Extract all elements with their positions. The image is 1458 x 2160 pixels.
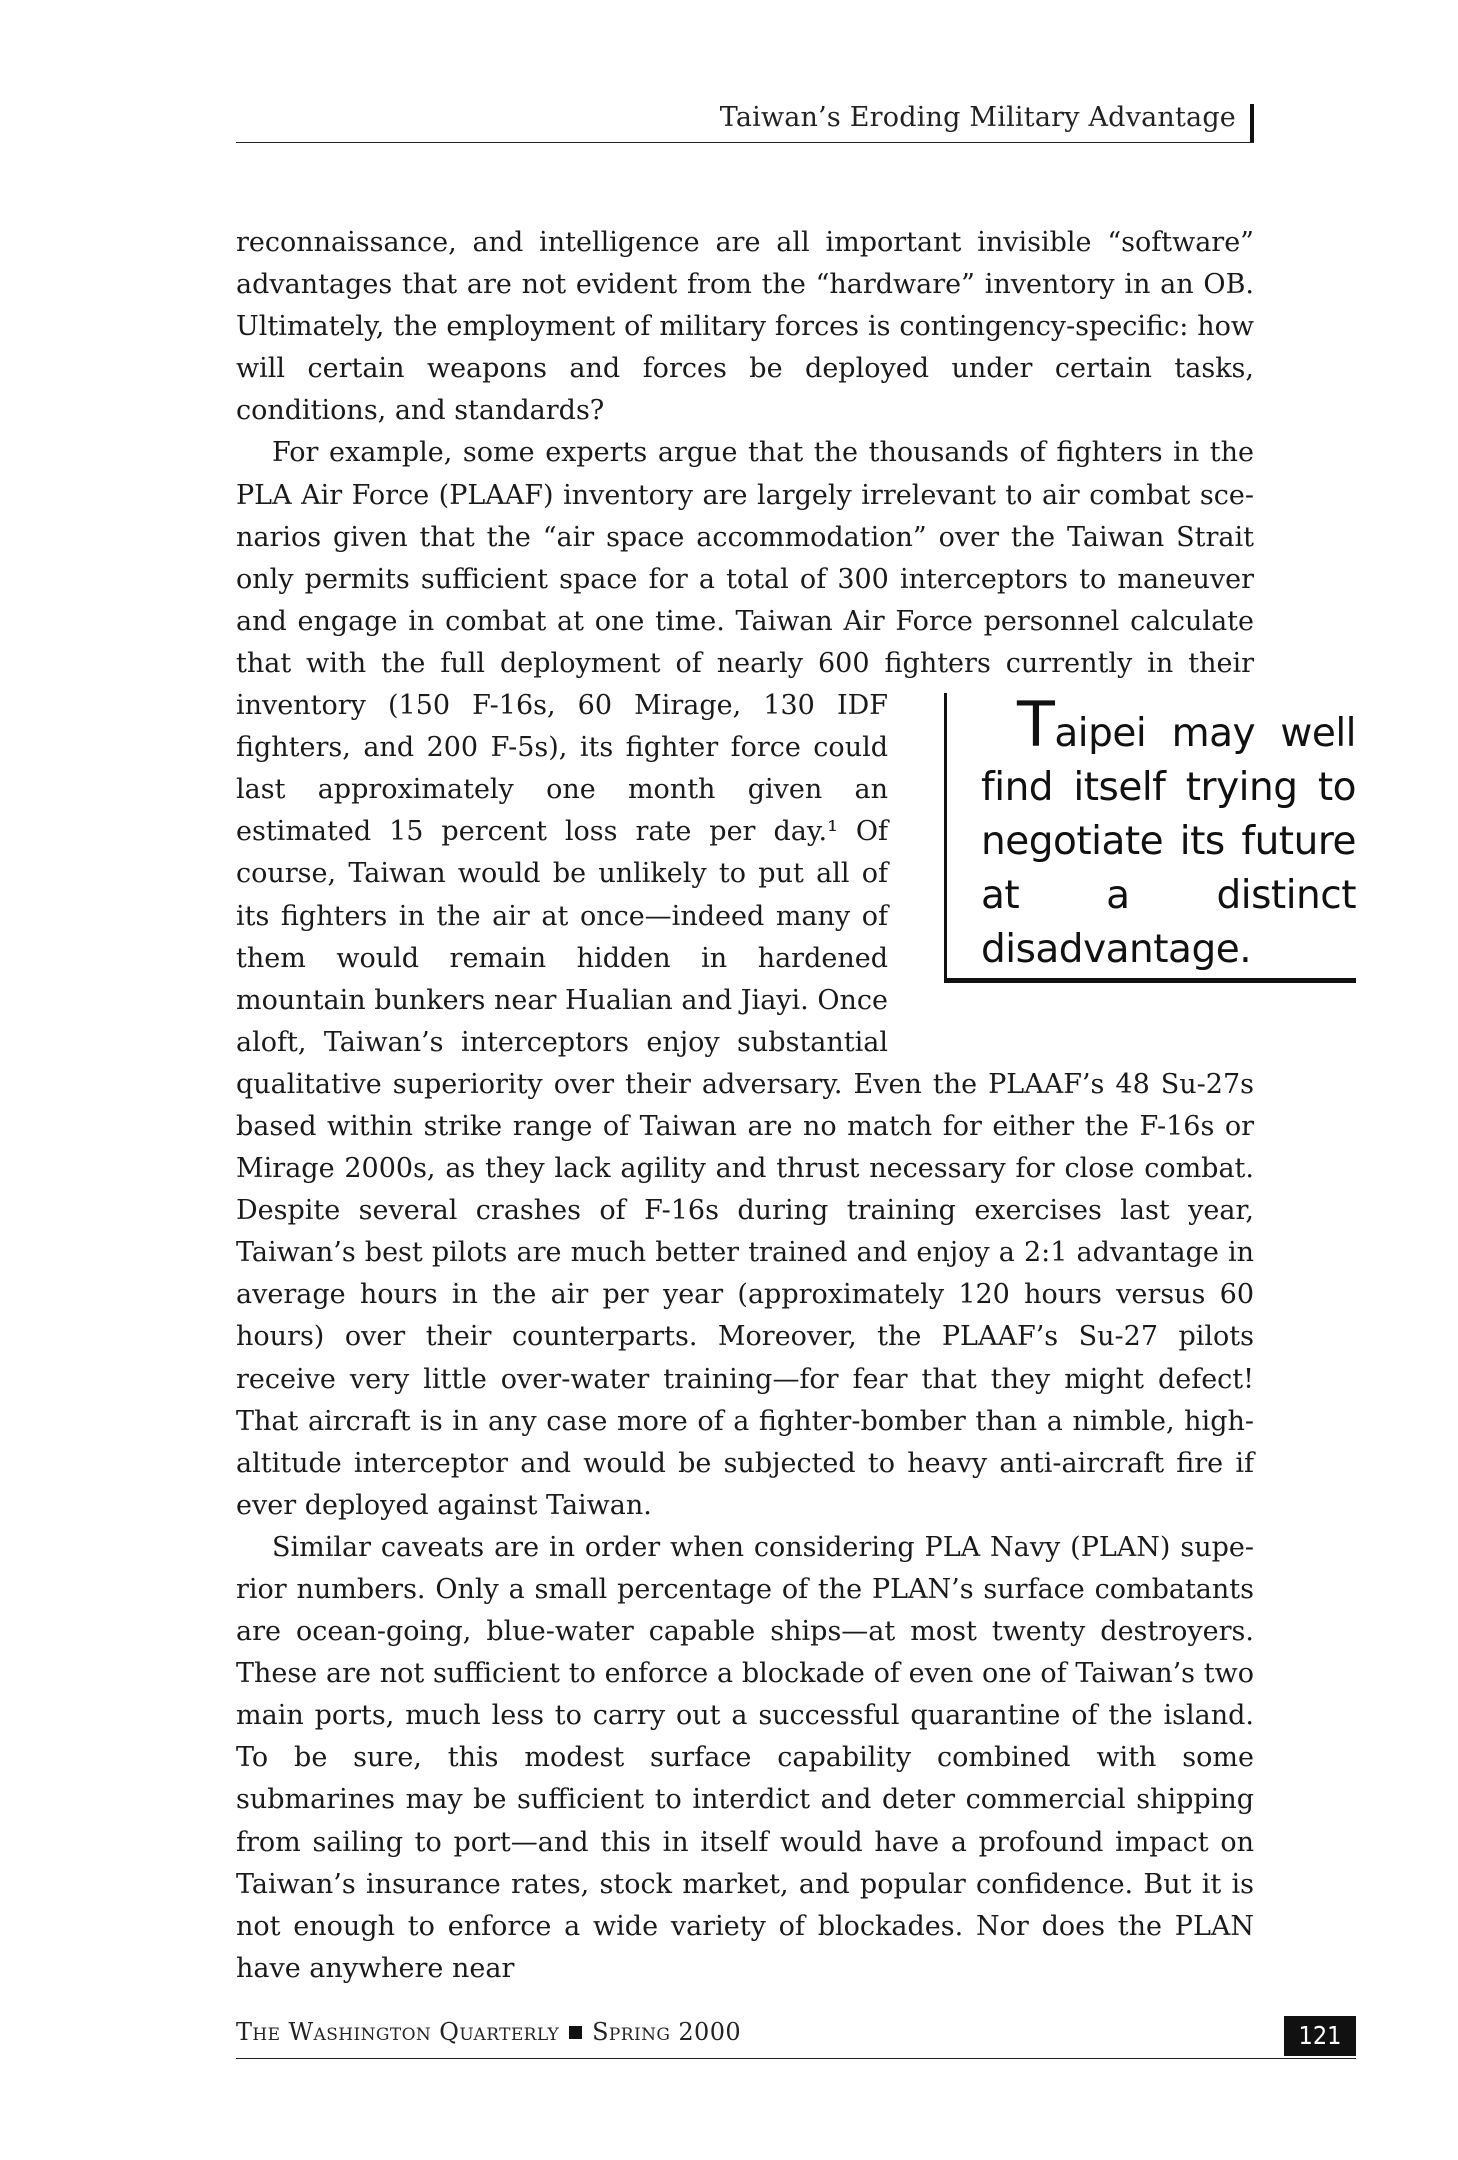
paragraph-2-lead: For example, some experts argue that the thousands of fighters in the PLA Air Force (PLAAF) inventory are largely irrelevant to air combat scenarios given that the “air space accommodation” over the Taiwan Strait only permits sufficient space for a total of 300 interceptors to maneuver and engage in combat at one time. Taiwan Air Force personnel calculate that with bbox=[236, 437, 1254, 679]
journal-name: The Washington Quarterly bbox=[236, 2018, 560, 2046]
paragraph-3: Similar caveats are in order when considering PLA Navy (PLAN) superior numbers. Only a small percentage of the PLAN’s surface combatants are ocean-going, blue-water capable ships—at most twenty destroyers. These are not sufficient to enforce a blockade of even one of Taiwan’s two main ports, much less to carry out a successful quarantine of the island. To be sure, this modest surface capability combined with some submarines may be sufficient to interdict and deter commercial shipping from sailing to port—and this in itself would have a profound impact on Taiwan’s insurance rates, stock market, and popular confidence. But it is not enough to enforce a wide variety of blockades. Nor does the PLAN have anywhere near bbox=[236, 1531, 1254, 1984]
pullquote-frame bbox=[944, 687, 1356, 983]
issue-date: Spring 2000 bbox=[592, 2018, 742, 2046]
paragraph-2 bbox=[236, 432, 1356, 1526]
footer-journal-line bbox=[236, 2018, 741, 2046]
paragraph-1: reconnaissance, and intelligence are all important invisible “software” advantages that are not evident from the “hardware” inventory in an OB. Ultimately, the employment of military forces is contingency-specific: how will certain weapons and forces be deployed under certain tasks, conditions, and standards? bbox=[236, 227, 1254, 427]
footer bbox=[236, 2016, 1356, 2059]
running-head-title: Taiwan’s Eroding Military Advantage bbox=[719, 102, 1236, 133]
paragraph-2-rest: the full deployment of nearly 600 fighters currently in their inventory (150 F-16s, 60 Mirage, 130 IDF fighters, and 200 F-5s), its fighter force could last approximately one month given an estimated 15 percent loss rate per day.¹ Of course, Taiwan would be unlikely to put all of its fighters in the air at once—indeed many of them would remain hidden in hardened mountain bunkers near Hualian and Jiayi. Once aloft, Taiwan’s interceptors enjoy substantial qualitative superiority over their adversary. Even the PLAAF’s 48 Su-27s based within strike range of Taiwan are no match for either the F-16s or Mirage 2000s, as they lack agility and thrust necessary for close combat. Despite several crashes of F-16s during training exercises last year, Taiwan’s best pilots are much better trained and enjoy a 2:1 advantage in average hours in the air per year (approximately 120 hours versus 60 hours) over their counterparts. Moreover, the PLAAF’s Su-27 pilots receive very little over-water training—for fear that they might defect! That aircraft is in any case more of a fighter-bomber than a nimble, high-altitude interceptor and would be subjected to heavy anti-aircraft fire if ever deployed against Taiwan. bbox=[236, 647, 1254, 1521]
running-head bbox=[236, 96, 1254, 143]
square-separator-icon bbox=[569, 2026, 582, 2039]
page-number: 121 bbox=[1284, 2016, 1356, 2056]
pullquote bbox=[944, 643, 1356, 1025]
pullquote-text: Taipei may well find itself trying to negotiate its future at a distinct disadvantage. bbox=[981, 687, 1356, 972]
article-body bbox=[236, 222, 1356, 1990]
paragraph-2-text bbox=[236, 437, 1356, 1521]
running-head-bar bbox=[1250, 104, 1254, 142]
